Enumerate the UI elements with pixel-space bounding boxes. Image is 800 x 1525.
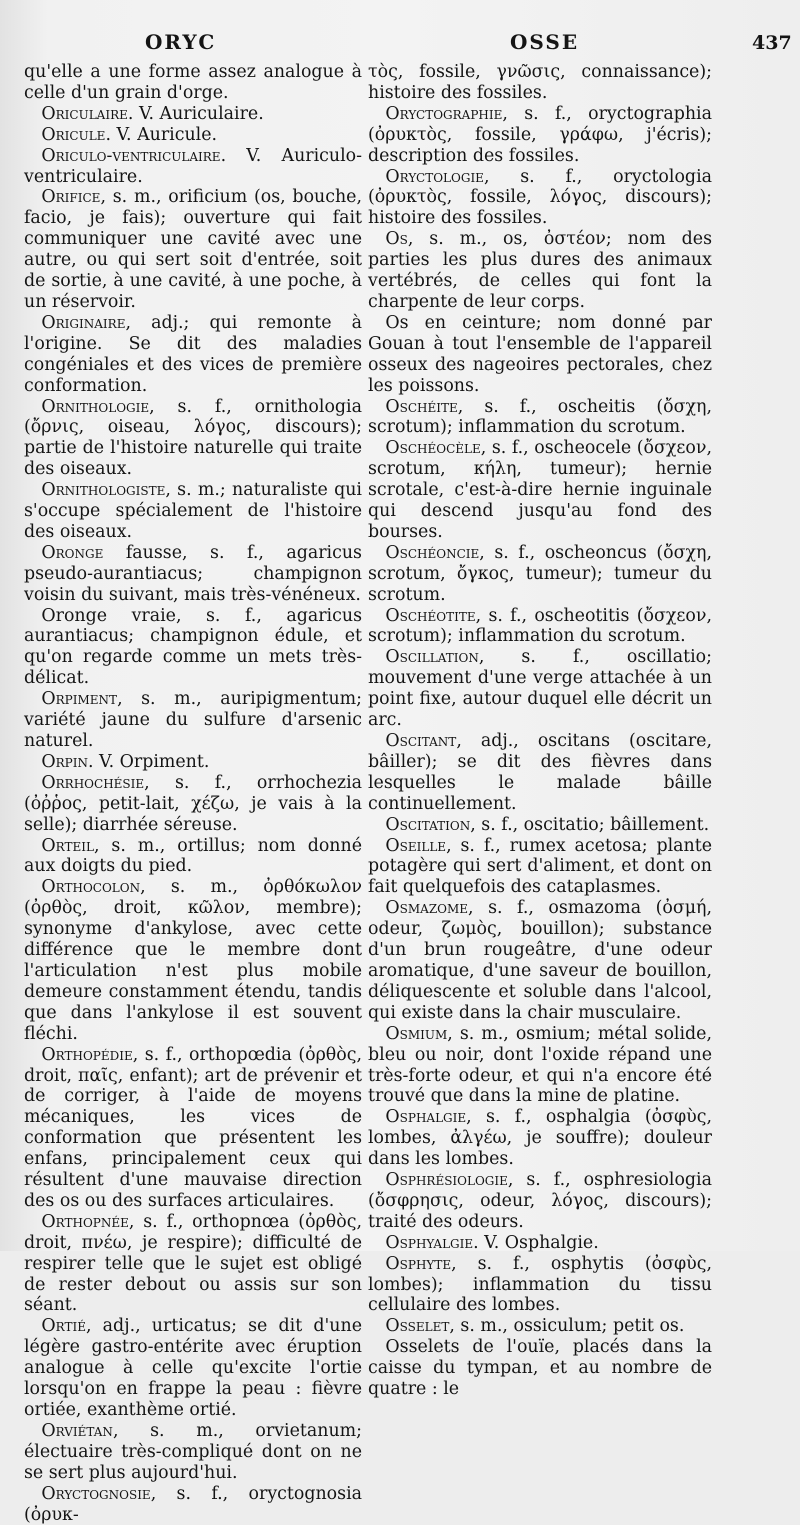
entry-headword: Oriculo-ventriculaire.	[41, 145, 227, 166]
dictionary-entry	[368, 731, 712, 815]
dictionary-entry	[24, 752, 362, 773]
dictionary-entry	[24, 773, 362, 836]
dictionary-entry	[368, 438, 712, 543]
header-right-word: OSSE	[510, 30, 580, 54]
entry-text: qu'elle a une forme assez analogue à celle d'un grain d'orge.	[24, 62, 362, 103]
dictionary-entry	[368, 62, 712, 104]
dictionary-entry	[24, 480, 362, 543]
entry-headword: Orpiment	[41, 689, 118, 710]
dictionary-entry	[24, 1421, 362, 1484]
entry-text: , s. f., osphresiologia (ὄσφρησις, odeur, λόγος, discours); traité des odeurs.	[368, 1170, 712, 1232]
dictionary-entry	[24, 1212, 362, 1317]
dictionary-entry	[24, 606, 362, 690]
dictionary-entry	[24, 397, 362, 481]
entry-headword: Oronge	[41, 542, 104, 563]
entry-text: , s. f., orthopœdia (ὀρθὸς, droit, παῖς, enfant); art de prévenir et de corriger, à l'aide de moyens mécaniques, les vices de conformation que présentent les enfans, principalement ceux qui résultent d'une mauvaise direction des os ou des surfaces articulaires.	[24, 1044, 362, 1211]
entry-headword: Os	[385, 229, 408, 250]
entry-headword: Orifice	[41, 187, 101, 208]
dictionary-entry	[368, 1170, 712, 1233]
entry-text: , s. f., osphytis (ὀσφὺς, lombes); inflammation du tissu cellulaire des lombes.	[368, 1253, 712, 1316]
entry-text: , s. m.; naturaliste qui s'occupe spécialement de l'histoire des oiseaux.	[24, 480, 362, 542]
dictionary-entry	[368, 1024, 712, 1108]
entry-text: , adj., oscitans (oscitare, bâiller); se dit des fièvres dans lesquelles le malade bâille continuellement.	[368, 731, 712, 814]
dictionary-entry	[368, 1337, 712, 1400]
entry-headword: Oscillation	[385, 647, 479, 668]
entry-headword: Oschéoncie	[385, 542, 480, 563]
entry-text: , s. f., oryctographia (ὀρυκτὸς, fossile, γράφω, j'écris); description des fossiles.	[368, 103, 712, 166]
entry-headword: Originaire	[41, 312, 126, 333]
entry-text: , s. f., rumex acetosa; plante potagère qui sert d'aliment, et dont on fait quelquefois des cataplasmes.	[368, 835, 712, 898]
right-column	[368, 62, 712, 1400]
entry-headword: Oseille	[385, 835, 447, 856]
entry-text: , s. m., orvietanum; électuaire très-compliqué dont on ne se sert plus aujourd'hui.	[24, 1420, 362, 1483]
dictionary-entry	[24, 1484, 362, 1525]
entry-headword: Orthocolon	[41, 877, 141, 898]
left-column	[24, 62, 362, 1525]
entry-headword: Oryctographie	[385, 103, 503, 124]
entry-text: Oronge vraie, s. f., agaricus aurantiacus; champignon édule, et qu'on regarde comme un mets très-délicat.	[24, 605, 362, 689]
entry-headword: Oryctognosie	[41, 1483, 151, 1504]
entry-headword: Oschéotite	[385, 605, 476, 626]
dictionary-entry	[24, 125, 362, 146]
entry-text: , s. f., oryctologia (ὀρυκτὸς, fossile, λόγος, discours); histoire des fossiles.	[368, 166, 712, 229]
entry-text: , s. f., osmazoma (ὀσμή, odeur, ζωμὸς, bouillon); substance d'un brun rougeâtre, d'une odeur aromatique, d'une saveur de bouillon, déliquescente et soluble dans l'alcool, qui existe dans la chair musculaire.	[368, 898, 712, 1023]
entry-headword: Oriculaire.	[41, 103, 134, 124]
entry-text: , s. f., oscillatio; mouvement d'une verge attachée à un point fixe, autour duquel elle décrit un arc.	[368, 647, 712, 731]
entry-text: , s. f., oscheoncus (ὄσχη, scrotum, ὄγκος, tumeur); tumeur du scrotum.	[368, 542, 712, 605]
dictionary-entry	[368, 647, 712, 731]
dictionary-entry	[368, 313, 712, 397]
entry-headword: Osphalgie	[385, 1107, 467, 1128]
entry-text: , s. m., os, ὀστέον; nom des parties les plus dures des animaux vertébrés, de celles qui font la charpente de leur corps.	[368, 229, 712, 312]
dictionary-entry	[24, 1045, 362, 1212]
entry-headword: Oschéocèle	[385, 438, 481, 459]
header-left-word: ORYC	[145, 30, 217, 54]
entry-headword: Orrhochésie	[41, 772, 145, 793]
running-head	[0, 30, 800, 60]
entry-text: , adj., urticatus; se dit d'une légère gastro-entérite avec éruption analogue à celle qu'excite l'ortie lorsqu'on en frappe la peau : fièvre ortiée, exanthème ortié.	[24, 1316, 362, 1420]
entry-text: V. Osphalgie.	[478, 1232, 599, 1253]
entry-headword: Ornithologiste	[41, 480, 166, 501]
dictionary-entry	[368, 167, 712, 230]
entry-text: , s. m., osmium; métal solide, bleu ou noir, dont l'oxide répand une très-forte odeur, et qui n'a encore été trouvé que dans la mine de platine.	[368, 1023, 712, 1107]
entry-headword: Oscitation	[385, 814, 471, 835]
entry-text: Os en ceinture; nom donné par Gouan à tout l'ensemble de l'appareil osseux des nageoires pectorales, chez les poissons.	[368, 312, 712, 396]
entry-text: , s. m., ossiculum; petit os.	[449, 1316, 685, 1337]
entry-text: , s. f., orrhochezia (ὀῤῥος, petit-lait, χέζω, je vais à la selle); diarrhée séreuse.	[24, 772, 362, 835]
dictionary-entry	[368, 898, 712, 1023]
dictionary-entry	[24, 689, 362, 752]
entry-text: , s. f., oscitatio; bâillement.	[470, 814, 710, 835]
entry-text: V. Auricule.	[110, 124, 218, 145]
entry-headword: Osmium	[385, 1023, 448, 1044]
dictionary-entry	[368, 397, 712, 439]
dictionary-entry	[24, 313, 362, 397]
entry-text: , s. f., oscheitis (ὄσχη, scrotum); inflammation du scrotum.	[368, 396, 712, 438]
page-number: 437	[752, 32, 792, 54]
dictionary-entry	[368, 104, 712, 167]
dictionary-entry	[24, 146, 362, 188]
entry-headword: Osphrésiologie	[385, 1170, 508, 1191]
entry-text: , s. m., ὀρθόκωλον (ὀρθὸς, droit, κῶλον, membre); synonyme d'ankylose, avec cette différence que le membre dont l'articulation n'est plus mobile demeure constamment étendu, tandis que dans l'ankylose il est souvent fléchi.	[24, 877, 362, 1044]
entry-headword: Osphyalgie.	[385, 1232, 479, 1253]
entry-text: , adj.; qui remonte à l'origine. Se dit des maladies congéniales et des vices de première conformation.	[24, 312, 362, 396]
dictionary-entry	[368, 1316, 712, 1337]
dictionary-entry	[368, 229, 712, 313]
dictionary-entry	[24, 62, 362, 104]
dictionary-entry	[368, 836, 712, 899]
entry-headword: Oscitant	[385, 731, 457, 751]
entry-text: Osselets de l'ouïe, placés dans la caisse du tympan, et au nombre de quatre : le	[368, 1337, 712, 1400]
entry-headword: Ornithologie	[41, 396, 150, 417]
entry-headword: Orteil	[41, 835, 94, 856]
entry-headword: Osselet	[385, 1316, 450, 1337]
dictionary-entry	[24, 187, 362, 312]
entry-headword: Orpin.	[41, 751, 94, 772]
entry-headword: Oschéite	[385, 396, 458, 417]
entry-headword: Oryctologie	[385, 166, 484, 187]
entry-text: , s. f., osphalgia (ὀσφὺς, lombes, ἀλγέω, je souffre); douleur dans les lombes.	[368, 1107, 712, 1170]
entry-headword: Osphyte	[385, 1253, 452, 1274]
dictionary-entry	[368, 1107, 712, 1170]
entry-text: τὸς, fossile, γνῶσις, connaissance); histoire des fossiles.	[368, 62, 712, 103]
dictionary-entry	[24, 1316, 362, 1421]
dictionary-entry	[368, 543, 712, 606]
entry-headword: Orthopédie	[41, 1044, 133, 1065]
dictionary-entry	[24, 543, 362, 606]
entry-headword: Ortié	[41, 1316, 86, 1337]
entry-headword: Orthopnée	[41, 1211, 129, 1232]
entry-text: V. Auriculo-ventriculaire.	[24, 145, 362, 187]
entry-text: , s. f., oscheocele (ὄσχεον, scrotum, κήλη, tumeur); hernie scrotale, c'est-à-dire hernie inguinale qui descend jusqu'au fond des bourses.	[368, 438, 712, 542]
entry-text: V. Orpiment.	[93, 751, 210, 772]
dictionary-entry	[368, 815, 712, 836]
entry-headword: Oricule.	[41, 124, 111, 145]
dictionary-entry	[368, 1254, 712, 1317]
dictionary-entry	[24, 836, 362, 878]
entry-text: , s. f., oryctognosia (ὀρυκ-	[24, 1483, 362, 1525]
entry-text: , s. f., orthopnœa (ὀρθὸς, droit, πνέω, je respire); difficulté de respirer telle que le sujet est obligé de rester debout ou assis sur son séant.	[24, 1211, 362, 1316]
entry-text: , s. m., auripigmentum; variété jaune du sulfure d'arsenic naturel.	[24, 689, 362, 751]
dictionary-entry	[24, 104, 362, 125]
dictionary-entry	[24, 877, 362, 1044]
entry-text: fausse, s. f., agaricus pseudo-aurantiacus; champignon voisin du suivant, mais très-vénéneux.	[24, 542, 362, 605]
entry-headword: Osmazome	[385, 898, 469, 919]
entry-text: , s. m., orificium (os, bouche, facio, je fais); ouverture qui fait communiquer une cavité avec une autre, ou qui sert soit d'entrée, soit de sortie, à une cavité, à une poche, à un réservoir.	[24, 187, 362, 312]
entry-text: V. Auriculaire.	[133, 103, 264, 124]
entry-headword: Orviétan	[41, 1420, 113, 1441]
entry-text: , s. f., ornithologia (ὄρνις, oiseau, λόγος, discours); partie de l'histoire naturelle qui traite des oiseaux.	[24, 396, 362, 480]
entry-text: , s. f., oscheotitis (ὄσχεον, scrotum); inflammation du scrotum.	[368, 605, 712, 647]
entry-text: , s. m., ortillus; nom donné aux doigts du pied.	[24, 835, 362, 877]
dictionary-entry	[368, 606, 712, 648]
